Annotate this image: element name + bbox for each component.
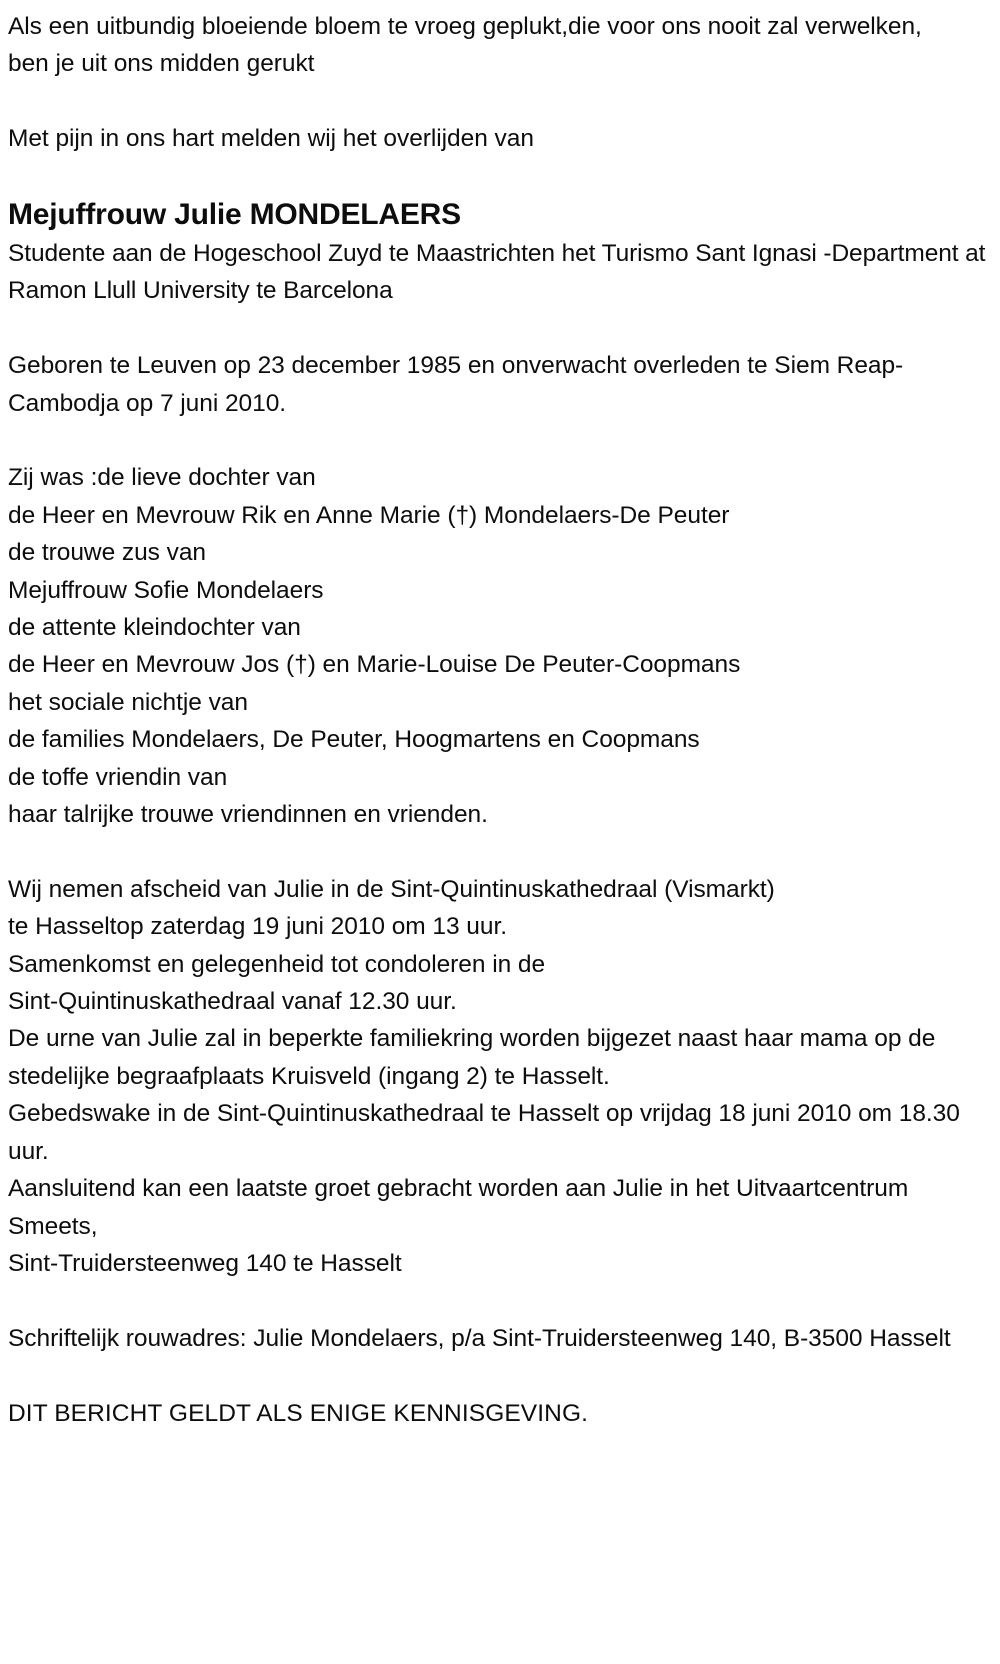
closing-block — [8, 1395, 992, 1432]
family-line: haar talrijke trouwe vriendinnen en vrienden. — [8, 801, 488, 829]
family-line: de Heer en Mevrouw Rik en Anne Marie (†) Mondelaers-De Peuter — [8, 501, 730, 529]
poem-line: Als een uitbundig bloeiende bloem te vroeg geplukt,die voor ons nooit zal verwelken, — [8, 13, 922, 40]
family-line: Mejuffrouw Sofie Mondelaers — [8, 576, 324, 604]
ceremony-line: te Hasseltop zaterdag 19 juni 2010 om 13 uur. — [8, 913, 507, 941]
life-dates-block — [8, 347, 992, 422]
ceremony-line: De urne van Julie zal in beperkte familiekring worden bijgezet naast haar mama op de — [8, 1025, 936, 1053]
ceremony-line: Aansluitend kan een laatste groet gebracht worden aan Julie in het Uitvaartcentrum Smeets, — [8, 1175, 915, 1240]
ceremony-line: Samenkomst en gelegenheid tot condoleren in de — [8, 950, 546, 978]
family-line: de Heer en Mevrouw Jos (†) en Marie-Louise De Peuter-Coopmans — [8, 651, 741, 679]
ceremony-line: Sint-Truidersteenweg 140 te Hasselt — [8, 1249, 402, 1277]
condolence-address-block — [8, 1320, 992, 1357]
family-line: het sociale nichtje van — [8, 688, 248, 716]
announcement-body — [8, 8, 992, 1432]
deceased-name: Mejuffrouw Julie MONDELAERS — [8, 198, 461, 231]
identity-block — [8, 195, 992, 310]
ceremony-line: Wij nemen afscheid van Julie in de Sint-Quintinuskathedraal (Vismarkt) — [8, 875, 775, 903]
family-line: de trouwe zus van — [8, 539, 206, 567]
condolence-address: Schriftelijk rouwadres: Julie Mondelaers, p/a Sint-Truidersteenweg 140, B-3500 Hasselt — [8, 1324, 951, 1352]
poem-line: ben je uit ons midden gerukt — [8, 50, 315, 78]
family-line: de toffe vriendin van — [8, 763, 228, 791]
ceremony-line: Gebedswake in de Sint-Quintinuskathedraal te Hasselt op vrijdag 18 juni 2010 om 18.30 uur. — [8, 1100, 967, 1165]
deceased-occupation: Studente aan de Hogeschool Zuyd te Maastrichten het Turismo Sant Ignasi -Department at Ramon Llull University te Barcelona — [8, 240, 993, 305]
poem-block — [8, 8, 992, 83]
ceremony-details-block — [8, 871, 992, 1282]
announcement-intro: Met pijn in ons hart melden wij het overlijden van — [8, 125, 534, 153]
life-dates: Geboren te Leuven op 23 december 1985 en onverwacht overleden te Siem Reap-Cambodja op 7 juni 2010. — [8, 352, 904, 417]
family-line: de families Mondelaers, De Peuter, Hoogmartens en Coopmans — [8, 726, 700, 754]
ceremony-line: stedelijke begraafplaats Kruisveld (ingang 2) te Hasselt. — [8, 1062, 610, 1090]
ceremony-line: Sint-Quintinuskathedraal vanaf 12.30 uur. — [8, 988, 457, 1016]
family-relations-block — [8, 459, 992, 833]
closing-statement: DIT BERICHT GELDT ALS ENIGE KENNISGEVING. — [8, 1399, 589, 1427]
announcement-intro-block — [8, 120, 992, 157]
family-line: Zij was :de lieve dochter van — [8, 464, 316, 492]
family-line: de attente kleindochter van — [8, 614, 301, 642]
